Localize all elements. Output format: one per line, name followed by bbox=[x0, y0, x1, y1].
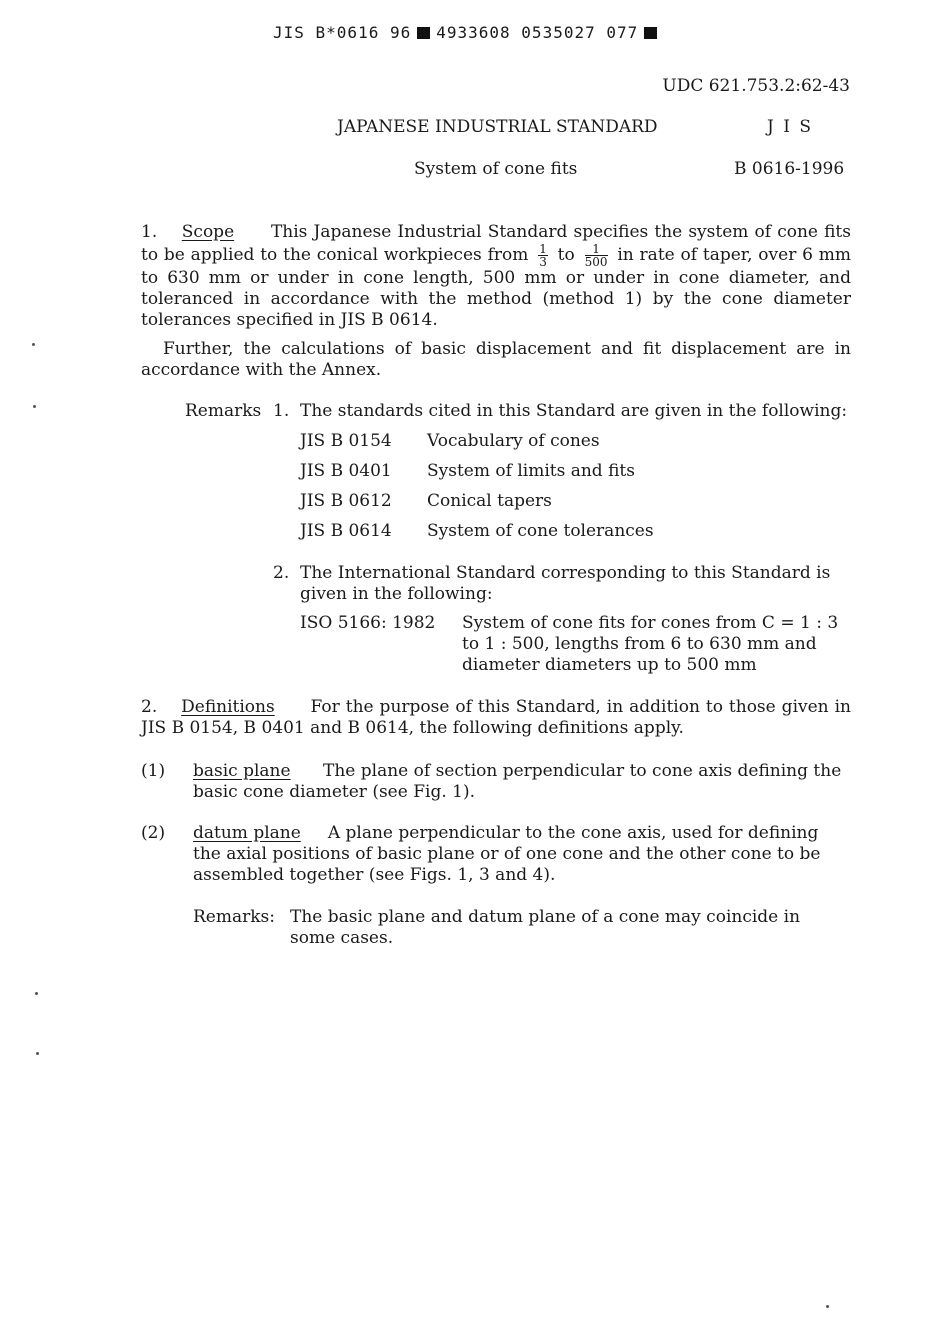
definition-term: datum plane bbox=[193, 823, 301, 843]
list-item bbox=[300, 431, 654, 461]
fraction-one-third: $\frac{1}{3}$ bbox=[539, 242, 547, 269]
standard-title: System of cone fits bbox=[414, 159, 578, 179]
definitions-number: 2. bbox=[141, 697, 158, 717]
definition-1-number: (1) bbox=[141, 761, 166, 781]
scan-speck bbox=[32, 343, 35, 346]
definition-term: basic plane bbox=[193, 761, 291, 781]
standard-title: Vocabulary of cones bbox=[427, 431, 600, 451]
definitions-intro: For the purpose of this Standard, in addition to those given in JIS B 0154, B 0401 and B 0614, the following definitions apply. bbox=[141, 697, 851, 738]
scope-text-2: to bbox=[557, 245, 575, 265]
standard-title: System of cone tolerances bbox=[427, 521, 654, 541]
remarks-label: Remarks bbox=[185, 401, 262, 421]
list-item bbox=[300, 491, 654, 521]
scan-code-line bbox=[273, 22, 663, 43]
definition-1-body bbox=[193, 761, 843, 803]
standard-code: JIS B 0154 bbox=[300, 431, 392, 451]
udc-number: UDC 621.753.2:62-43 bbox=[662, 76, 850, 96]
definition-2-number: (2) bbox=[141, 823, 166, 843]
scope-text-3: in rate of taper, over 6 mm to 630 mm or under in cone length, 500 mm or under in cone diameter, and toleranced in accordance with the method (method 1) by the cone diameter tolerances specified in JIS B 0614. bbox=[141, 245, 852, 330]
standard-title: Conical tapers bbox=[427, 491, 552, 511]
standard-code: JIS B 0614 bbox=[300, 521, 392, 541]
cited-standards-list bbox=[300, 431, 654, 551]
scan-speck bbox=[33, 405, 36, 408]
further-paragraph: Further, the calculations of basic displacement and fit displacement are in accordance with the Annex. bbox=[141, 339, 851, 380]
standard-title: System of limits and fits bbox=[427, 461, 635, 481]
scope-text-1: This Japanese Industrial Standard specifies the system of cone fits to be applied to the conical workpieces from bbox=[141, 222, 851, 265]
standard-code: JIS B 0401 bbox=[300, 461, 392, 481]
definition-remarks-text: The basic plane and datum plane of a cone may coincide in some cases. bbox=[290, 907, 801, 948]
definition-remarks-label: Remarks: bbox=[193, 907, 275, 927]
remark-1-number: 1. bbox=[273, 401, 290, 421]
list-item bbox=[300, 521, 654, 551]
definition-2-body bbox=[193, 823, 828, 886]
definition-text: A plane perpendicular to the cone axis, used for defining the axial positions of basic plane or of one cone and the other cone to be assembled together (see Figs. 1, 3 and 4). bbox=[193, 823, 821, 885]
scope-number: 1. bbox=[141, 222, 158, 242]
standard-code: JIS B 0612 bbox=[300, 491, 392, 511]
scope-paragraph bbox=[141, 222, 851, 331]
scan-speck bbox=[35, 992, 38, 995]
definitions-paragraph bbox=[141, 697, 851, 739]
organization-title: JAPANESE INDUSTRIAL STANDARD bbox=[337, 117, 658, 137]
fraction-one-five-hundredth: $\frac{1}{500}$ bbox=[584, 242, 608, 269]
black-block-mark bbox=[417, 27, 430, 39]
remark-2-number: 2. bbox=[273, 563, 290, 583]
remark-2-text: The International Standard corresponding to this Standard is given in the following: bbox=[300, 563, 831, 604]
scan-speck bbox=[826, 1305, 829, 1308]
definitions-heading: Definitions bbox=[181, 697, 275, 717]
definition-text: The plane of section perpendicular to cone axis defining the basic cone diameter (see Fig. 1). bbox=[193, 761, 842, 802]
list-item bbox=[300, 461, 654, 491]
iso-title: System of cone fits for cones from C = 1 : 3 to 1 : 500, lengths from 6 to 630 mm and diameter diameters up to 500 mm bbox=[462, 613, 839, 675]
scan-code-mid: 4933608 0535027 077 bbox=[436, 23, 639, 42]
remark-1-text: The standards cited in this Standard are given in the following: bbox=[300, 401, 848, 421]
scan-speck bbox=[36, 1052, 39, 1055]
iso-code: ISO 5166: 1982 bbox=[300, 613, 436, 633]
standard-number: B 0616-1996 bbox=[734, 159, 845, 179]
scope-heading: Scope bbox=[181, 222, 235, 242]
black-block-mark bbox=[644, 27, 657, 39]
scan-code-prefix: JIS B*0616 96 bbox=[273, 23, 412, 42]
jis-mark: J I S bbox=[767, 117, 813, 137]
